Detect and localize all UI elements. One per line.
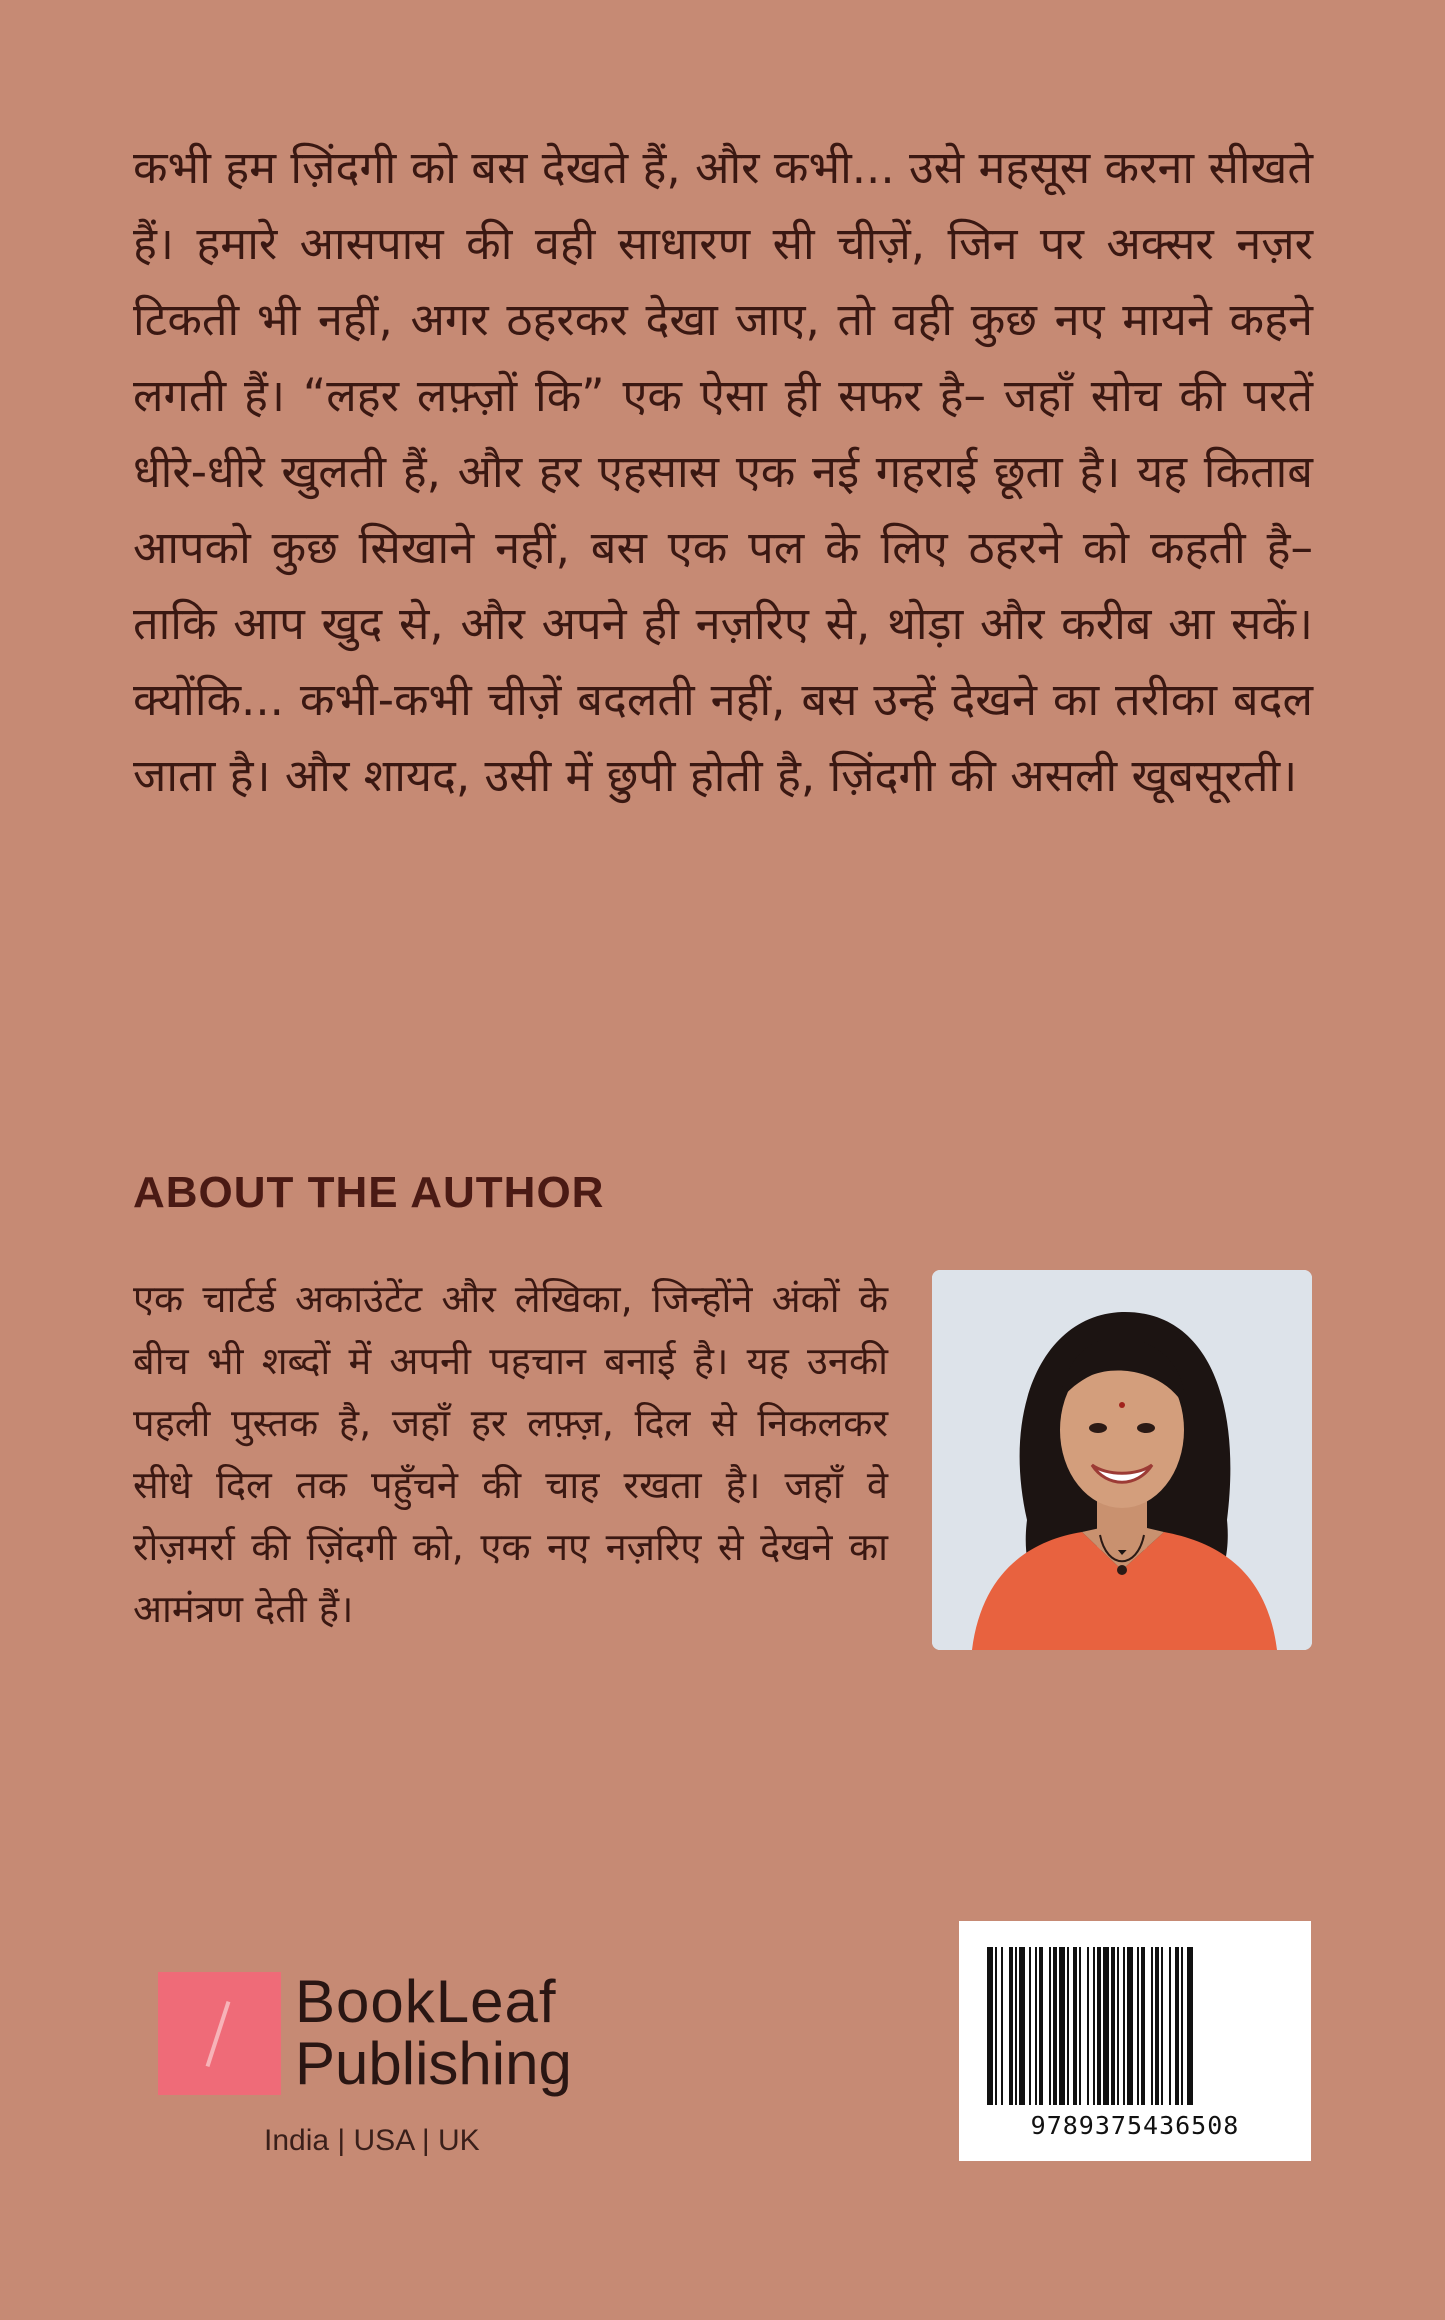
barcode-bar [1161, 1947, 1163, 2105]
author-photo [932, 1270, 1312, 1650]
barcode-bar [1015, 1947, 1017, 2105]
barcode-bar [1127, 1947, 1133, 2105]
barcode-bar [1111, 1947, 1115, 2105]
barcode-bar [1141, 1947, 1145, 2105]
barcode-bar [1103, 1947, 1109, 2105]
barcode-bar [1137, 1947, 1139, 2105]
barcode-bar [1029, 1947, 1031, 2105]
barcode-bar [1097, 1947, 1101, 2105]
barcode-bar [1175, 1947, 1179, 2105]
barcode-bar [1093, 1947, 1095, 2105]
barcode-bar [995, 1947, 997, 2105]
barcode-bar [1049, 1947, 1051, 2105]
barcode-bar [1001, 1947, 1003, 2105]
barcode-bar [1169, 1947, 1171, 2105]
barcode-bar [987, 1947, 993, 2105]
publisher-name-line2: Publishing [295, 2030, 572, 2097]
barcode-bar [1079, 1947, 1081, 2105]
publisher-name-line1: BookLeaf [295, 1968, 557, 2035]
bookleaf-logo-icon [158, 1972, 281, 2095]
barcode-bar [1187, 1947, 1193, 2105]
barcode-bar [1181, 1947, 1183, 2105]
barcode-bar [1009, 1947, 1013, 2105]
barcode-bar [1053, 1947, 1057, 2105]
barcode-bar [1087, 1947, 1089, 2105]
author-bio: एक चार्टर्ड अकाउंटेंट और लेखिका, जिन्होंने अंकों के बीच भी शब्दों में अपनी पहचान बनाई है। यह उनकी पहली पुस्तक है, जहाँ हर लफ़्ज़, दिल से निकलकर सीधे दिल तक पहुँचने की चाह रखता है। जहाँ वे रोज़मर्रा की ज़िंदगी को, एक नए नज़रिए से देखने का आमंत्रण देती हैं। [133, 1277, 888, 1631]
barcode-bar [1067, 1947, 1069, 2105]
barcode-bar [1019, 1947, 1025, 2105]
isbn-barcode [959, 1921, 1311, 2161]
barcode-bar [1073, 1947, 1077, 2105]
publisher-logo [158, 1968, 618, 2172]
back-cover-blurb: कभी हम ज़िंदगी को बस देखते हैं, और कभी... उसे महसूस करना सीखते हैं। हमारे आसपास की वही साधारण सी चीज़ें, जिन पर अक्सर नज़र टिकती भी नहीं, अगर ठहरकर देखा जाए, तो वही कुछ नए मायने कहने लगती हैं। “लहर लफ़्ज़ों कि” एक ऐसा ही सफर है– जहाँ सोच की परतें धीरे-धीरे खुलती हैं, और हर एहसास एक नई गहराई छूता है। यह किताब आपको कुछ सिखाने नहीं, बस एक पल के लिए ठहरने को कहती है– ताकि आप खुद से, और अपने ही नज़रिए से, थोड़ा और करीब आ सकें। क्योंकि... कभी-कभी चीज़ें बदलती नहीं, बस उन्हें देखने का तरीका बदल जाता है। और शायद, उसी में छुपी होती है, ज़िंदगी की असली खूबसूरती। [133, 141, 1313, 802]
barcode-bar [1151, 1947, 1153, 2105]
barcode-bar [1039, 1947, 1043, 2105]
barcode-bar [1155, 1947, 1159, 2105]
barcode-bars [987, 1947, 1283, 2105]
barcode-bar [1123, 1947, 1125, 2105]
barcode-bar [1035, 1947, 1037, 2105]
barcode-bar [1117, 1947, 1119, 2105]
publisher-regions: India | USA | UK [264, 2124, 480, 2157]
about-author-heading: ABOUT THE AUTHOR [133, 1168, 605, 1217]
barcode-bar [1059, 1947, 1065, 2105]
isbn-number: 9789375436508 [1030, 2111, 1240, 2140]
